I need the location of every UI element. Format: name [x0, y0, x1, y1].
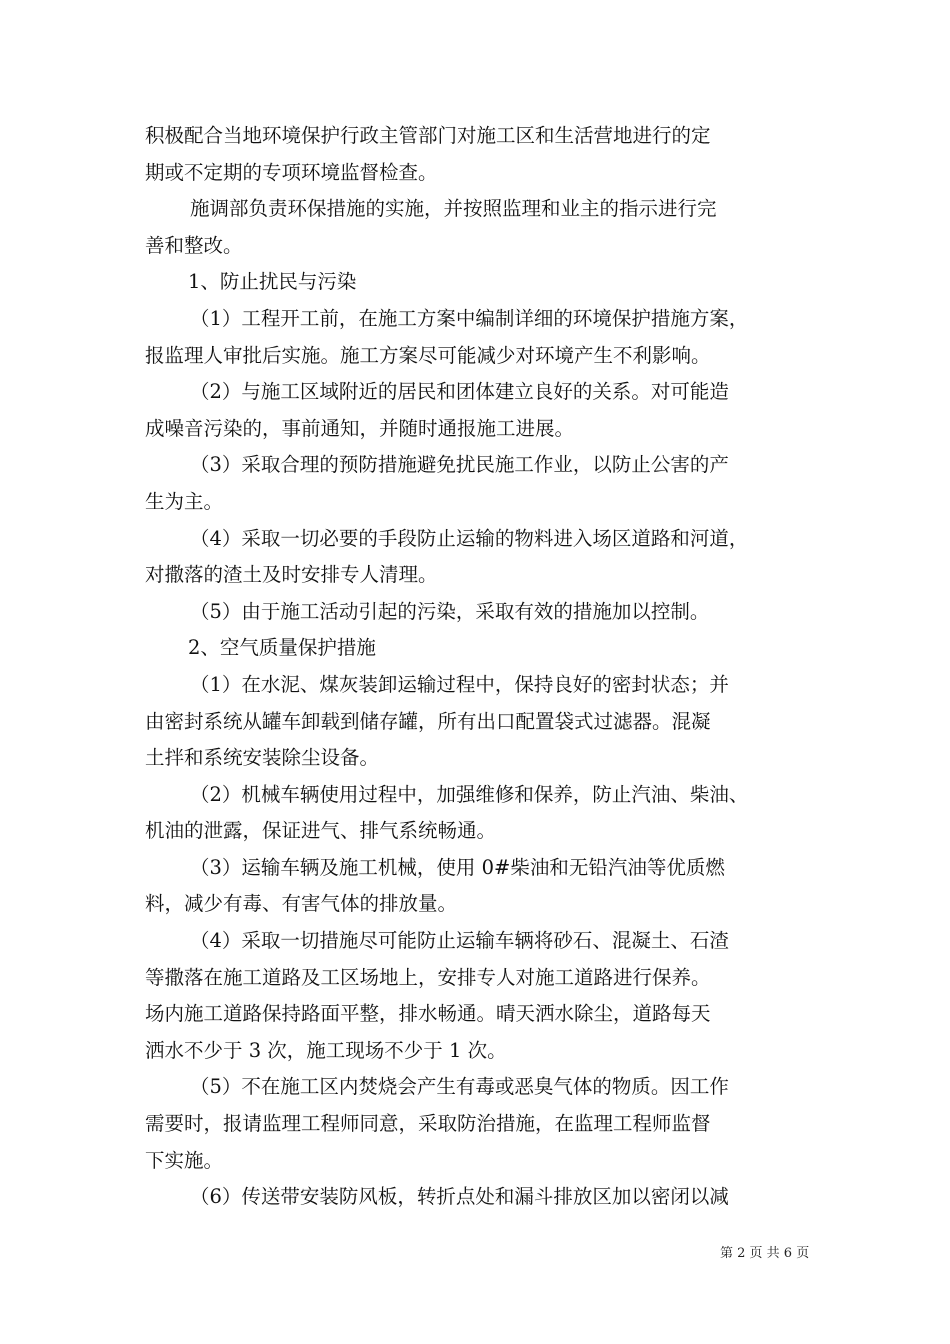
paragraph-intro-continued: [145, 118, 810, 191]
text-line: 料，减少有毒、有害气体的排放量。: [145, 892, 458, 916]
text-line: （3）采取合理的预防措施避免扰民施工作业，以防止公害的产: [190, 453, 729, 477]
text-line: 善和整改。: [145, 233, 243, 257]
list-item: [145, 447, 810, 520]
text-line: 报监理人审批后实施。施工方案尽可能减少对环境产生不利影响。: [145, 343, 711, 367]
text-line: 1、防止扰民与污染: [188, 270, 357, 294]
list-item: [145, 1179, 810, 1216]
text-line: 期或不定期的专项环境监督检查。: [145, 160, 438, 184]
text-line: 生为主。: [145, 489, 224, 513]
list-item: [145, 521, 810, 594]
list-item: [145, 923, 810, 1069]
page-number-footer: 第 2 页 共 6 页: [720, 1246, 810, 1261]
list-item: [145, 594, 810, 631]
text-line: 机油的泄露，保证进气、排气系统畅通。: [145, 819, 497, 843]
text-line: 2、空气质量保护措施: [188, 636, 376, 660]
text-line: （4）采取一切必要的手段防止运输的物料进入场区道路和河道，: [190, 526, 749, 550]
text-line: 等撒落在施工道路及工区场地上，安排专人对施工道路进行保养。: [145, 965, 711, 989]
text-line: （4）采取一切措施尽可能防止运输车辆将砂石、混凝土、石渣: [190, 929, 729, 953]
text-line: （1）工程开工前，在施工方案中编制详细的环境保护措施方案，: [190, 306, 749, 330]
list-item: [145, 777, 810, 850]
text-line: 成噪音污染的，事前通知，并随时通报施工进展。: [145, 416, 575, 440]
text-line: （5）由于施工活动引起的污染，采取有效的措施加以控制。: [190, 599, 710, 623]
list-item: [145, 301, 810, 374]
list-item: [145, 1069, 810, 1179]
body-text: [145, 118, 810, 1216]
text-line: 需要时，报请监理工程师同意，采取防治措施，在监理工程师监督: [145, 1112, 711, 1136]
text-line: 洒水不少于 3 次，施工现场不少于 1 次。: [145, 1038, 507, 1062]
text-line: （3）运输车辆及施工机械，使用 0#柴油和无铅汽油等优质燃: [190, 855, 725, 879]
text-line: 对撒落的渣土及时安排专人清理。: [145, 563, 438, 587]
text-line: （2）机械车辆使用过程中，加强维修和保养，防止汽油、柴油、: [190, 782, 749, 806]
text-line: （6）传送带安装防风板，转折点处和漏斗排放区加以密闭以减: [190, 1185, 729, 1209]
list-item: [145, 374, 810, 447]
text-line: 施调部负责环保措施的实施，并按照监理和业主的指示进行完: [190, 197, 717, 221]
list-item: [145, 850, 810, 923]
text-line: 由密封系统从罐车卸载到储存罐，所有出口配置袋式过滤器。混凝: [145, 709, 711, 733]
list-item: [145, 667, 810, 777]
text-line: （5）不在施工区内焚烧会产生有毒或恶臭气体的物质。因工作: [190, 1075, 729, 1099]
text-line: 积极配合当地环境保护行政主管部门对施工区和生活营地进行的定: [145, 124, 711, 147]
text-line: （1）在水泥、煤灰装卸运输过程中，保持良好的密封状态；并: [190, 672, 729, 696]
text-line: （2）与施工区域附近的居民和团体建立良好的关系。对可能造: [190, 380, 729, 404]
text-line: 场内施工道路保持路面平整，排水畅通。晴天洒水除尘，道路每天: [145, 1002, 711, 1026]
section-heading-disturbance: [145, 264, 810, 301]
text-line: 土拌和系统安装除尘设备。: [145, 746, 380, 770]
text-line: 下实施。: [145, 1148, 224, 1172]
paragraph-department-responsibility: [145, 191, 810, 264]
section-heading-air-quality: [145, 630, 810, 667]
